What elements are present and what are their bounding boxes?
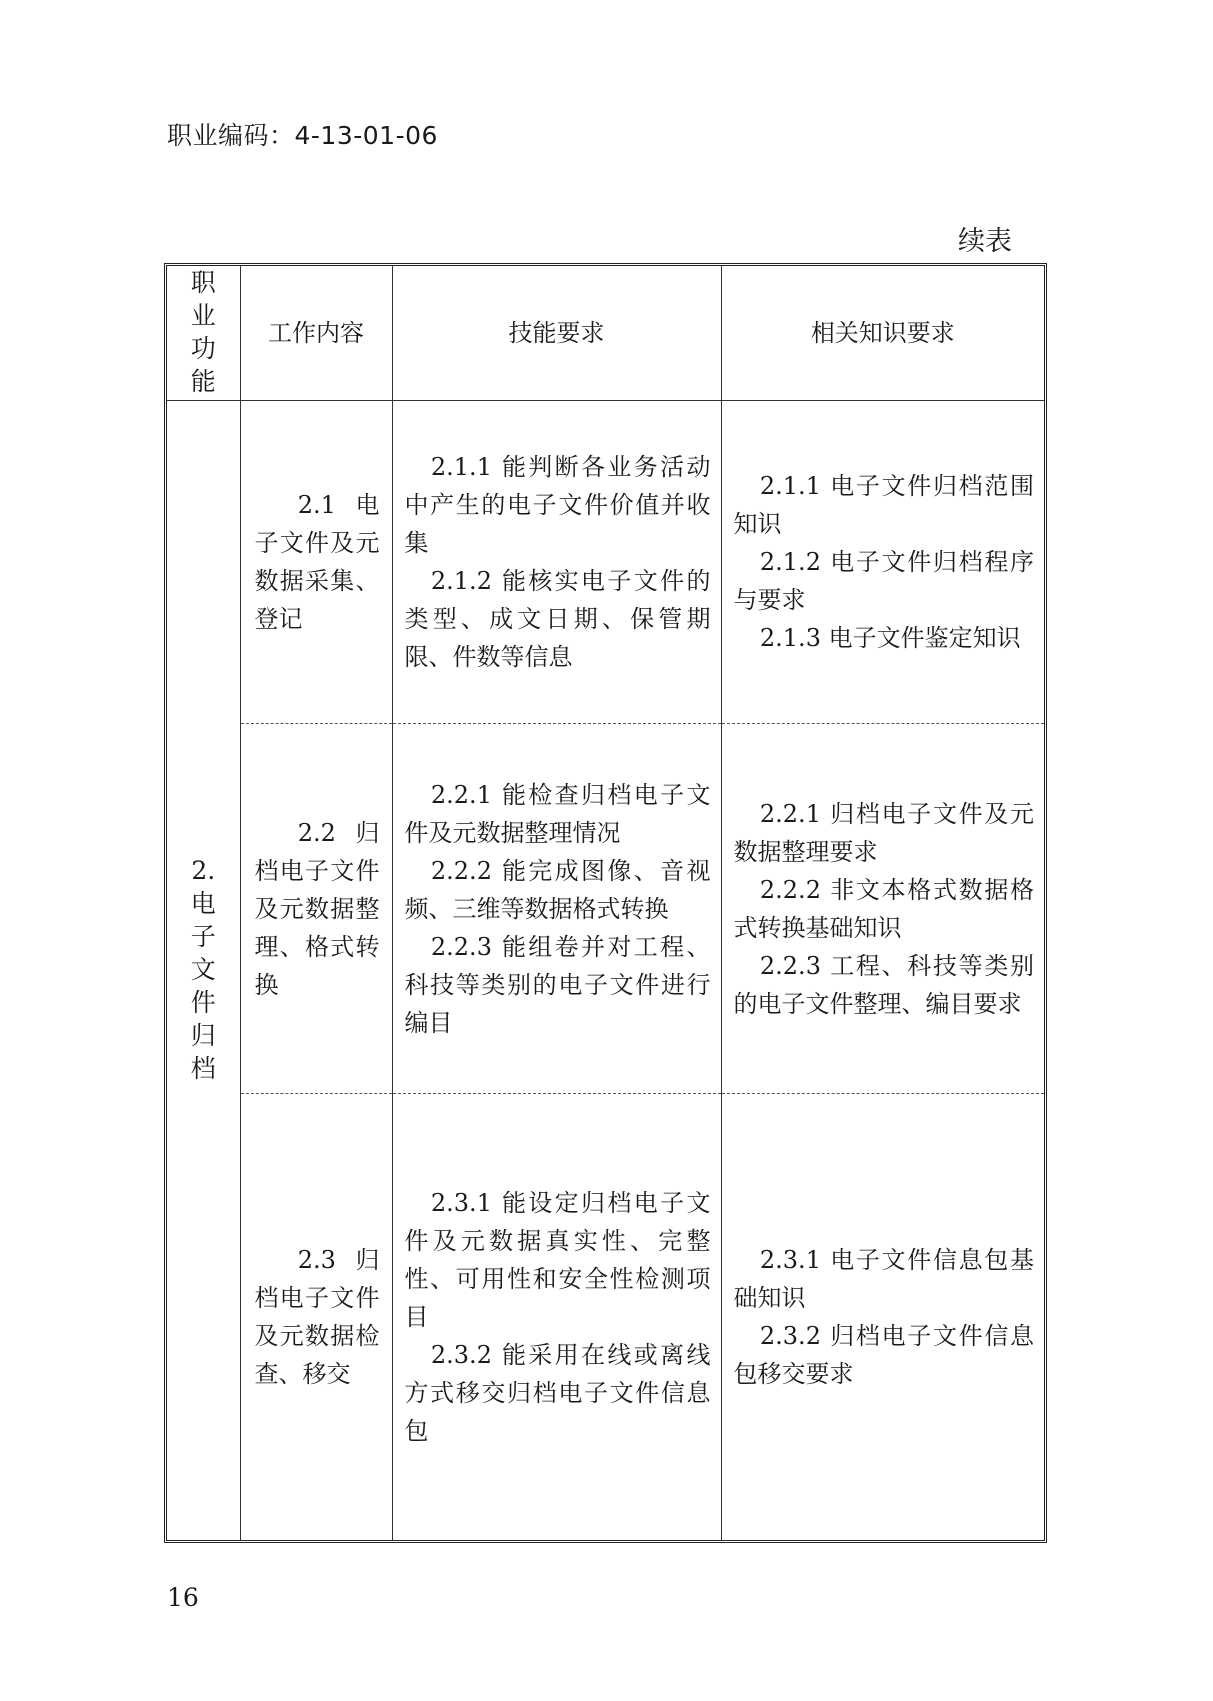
knowledge-item: 2.2.2 非文本格式数据格式转换基础知识 <box>733 875 1034 942</box>
work-content-text: 2.1 电子文件及元数据采集、登记 <box>254 491 380 633</box>
knowledge-item: 2.1.1 电子文件归档范围知识 <box>733 472 1034 538</box>
continued-label: 续表 <box>958 226 1012 257</box>
knowledge-cell <box>721 724 1044 1094</box>
header-work-content: 工作内容 <box>240 266 392 401</box>
header-function: 职业功能 <box>167 266 240 401</box>
function-cell <box>167 401 240 1541</box>
knowledge-item: 2.2.3 工程、科技等类别的电子文件整理、编目要求 <box>733 951 1034 1018</box>
skill-item: 2.2.1 能检查归档电子文件及元数据整理情况 <box>404 780 711 847</box>
skill-item: 2.3.2 能采用在线或离线方式移交归档电子文件信息包 <box>404 1341 711 1445</box>
skill-item: 2.3.1 能设定归档电子文件及元数据真实性、完整性、可用性和安全性检测项目 <box>404 1189 711 1331</box>
work-content-text: 2.3 归档电子文件及元数据检查、移交 <box>254 1246 380 1388</box>
table-header-row <box>167 266 1044 401</box>
skill-cell <box>392 724 721 1094</box>
knowledge-item: 2.3.2 归档电子文件信息包移交要求 <box>733 1322 1034 1388</box>
requirements-table <box>167 266 1044 1540</box>
knowledge-item: 2.1.2 电子文件归档程序与要求 <box>733 548 1034 614</box>
skill-item: 2.2.2 能完成图像、音视频、三维等数据格式转换 <box>404 856 711 923</box>
knowledge-cell <box>721 401 1044 724</box>
knowledge-cell <box>721 1094 1044 1541</box>
header-skill-requirements: 技能要求 <box>392 266 721 401</box>
function-label: 2.电子文件归档 <box>190 855 216 1083</box>
knowledge-item: 2.2.1 归档电子文件及元数据整理要求 <box>733 799 1034 866</box>
knowledge-item: 2.1.3 电子文件鉴定知识 <box>759 624 1021 652</box>
table-row <box>167 401 1044 724</box>
page-number: 16 <box>167 1583 199 1612</box>
requirements-table-frame <box>164 263 1047 1543</box>
table-row <box>167 1094 1044 1541</box>
header-knowledge-requirements: 相关知识要求 <box>721 266 1044 401</box>
knowledge-item: 2.3.1 电子文件信息包基础知识 <box>733 1246 1034 1312</box>
skill-cell <box>392 1094 721 1541</box>
skill-item: 2.1.2 能核实电子文件的类型、成文日期、保管期限、件数等信息 <box>404 567 711 671</box>
skill-item: 2.2.3 能组卷并对工程、科技等类别的电子文件进行编目 <box>404 932 711 1037</box>
occupation-code: 职业编码：4-13-01-06 <box>167 121 438 150</box>
work-content-text: 2.2 归档电子文件及元数据整理、格式转换 <box>254 818 380 999</box>
skill-cell <box>392 401 721 724</box>
table-row <box>167 724 1044 1094</box>
work-content-cell <box>240 724 392 1094</box>
work-content-cell <box>240 401 392 724</box>
skill-item: 2.1.1 能判断各业务活动中产生的电子文件价值并收集 <box>404 453 711 557</box>
work-content-cell <box>240 1094 392 1541</box>
